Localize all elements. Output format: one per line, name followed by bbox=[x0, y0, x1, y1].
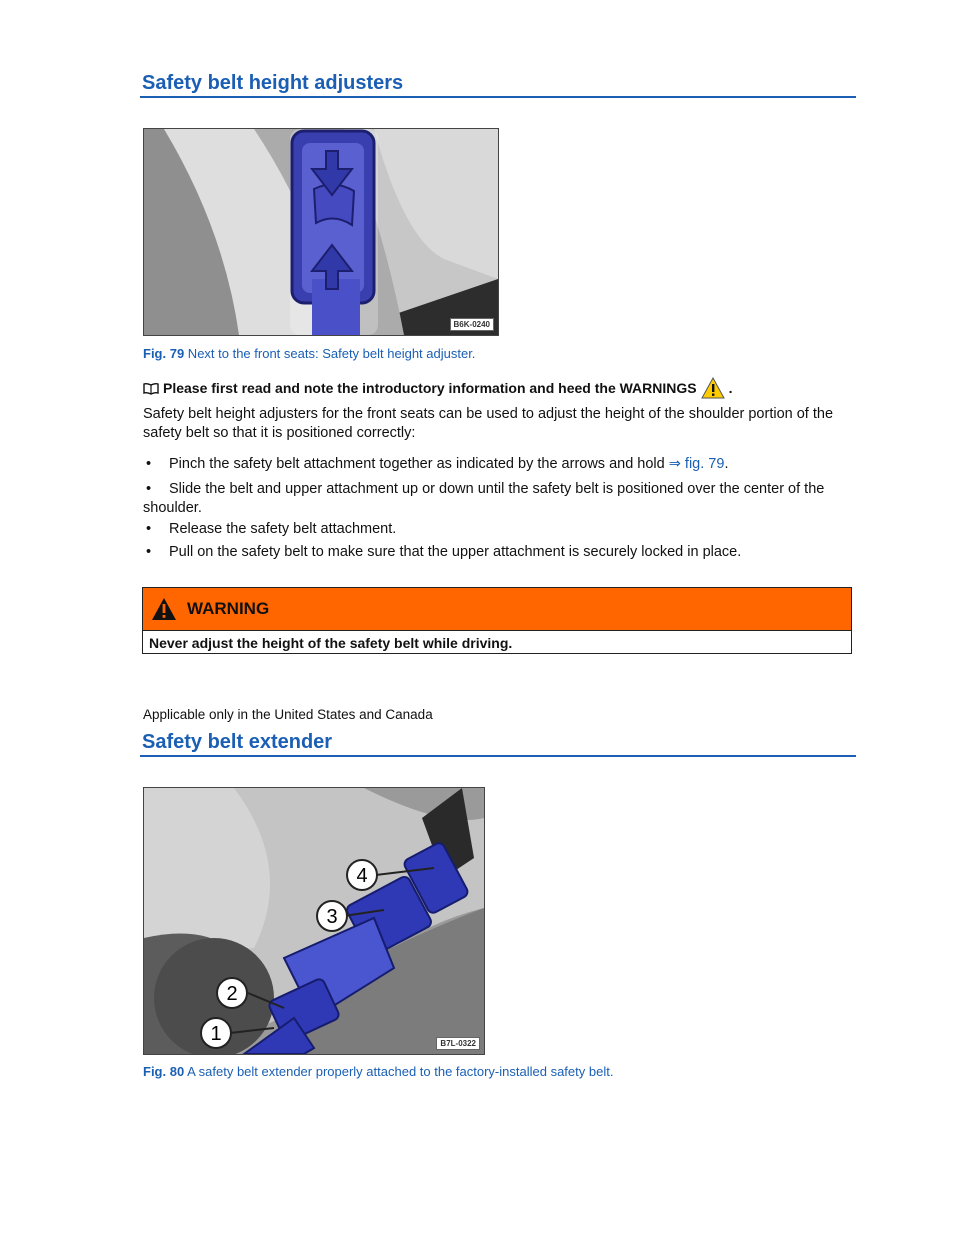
callout-4 bbox=[347, 860, 377, 890]
section-title-height-adjusters: Safety belt height adjusters bbox=[142, 72, 404, 94]
callout-1 bbox=[201, 1018, 231, 1048]
list-item: • Release the safety belt attachment. bbox=[146, 521, 397, 537]
warning-box bbox=[142, 587, 852, 654]
svg-text:2: 2 bbox=[226, 983, 238, 1005]
list-item: • Pinch the safety belt attachment together as indicated by the arrows and hold ⇒ fig. 79. bbox=[146, 456, 729, 472]
figure-80-image bbox=[143, 787, 485, 1055]
warning-triangle-icon bbox=[701, 377, 725, 399]
warning-header bbox=[143, 588, 851, 631]
belt-extender-illustration bbox=[144, 788, 484, 1054]
figure-79-caption: Fig. 79 Next to the front seats: Safety belt height adjuster. bbox=[143, 346, 476, 361]
warning-triangle-icon bbox=[151, 597, 177, 621]
callout-3 bbox=[317, 901, 347, 931]
svg-text:3: 3 bbox=[326, 906, 338, 928]
list-item: • Pull on the safety belt to make sure that the upper attachment is securely locked in place. bbox=[146, 544, 742, 560]
section-title-belt-extender: Safety belt extender bbox=[142, 731, 333, 753]
section-rule bbox=[140, 96, 856, 98]
applicability-note: Applicable only in the United States and Canada bbox=[143, 707, 433, 722]
book-icon bbox=[143, 382, 159, 395]
figure-79-image bbox=[143, 128, 499, 336]
warning-title: WARNING bbox=[187, 599, 270, 618]
figure-id-label: B6K-0240 bbox=[450, 318, 494, 331]
intro-line: Please first read and note the introductory information and heed the WARNINGS . bbox=[143, 377, 733, 399]
callout-2 bbox=[217, 978, 247, 1008]
svg-text:1: 1 bbox=[210, 1023, 222, 1045]
list-item: • Slide the belt and upper attachment up or down until the safety belt is positioned over the center of the shoulder. bbox=[143, 481, 825, 516]
figure-80-caption: Fig. 80 A safety belt extender properly attached to the factory-installed safety belt. bbox=[143, 1064, 614, 1079]
intro-paragraph: Safety belt height adjusters for the front seats can be used to adjust the height of the shoulder portion of the safety belt so that it is positioned correctly: bbox=[143, 406, 834, 441]
belt-adjuster-illustration bbox=[144, 129, 498, 335]
svg-text:4: 4 bbox=[356, 865, 368, 887]
warning-text: Never adjust the height of the safety belt while driving. bbox=[149, 635, 513, 651]
fig-79-link[interactable]: ⇒ fig. 79 bbox=[668, 456, 725, 472]
figure-id-label: B7L-0322 bbox=[436, 1037, 480, 1050]
section-rule bbox=[140, 755, 856, 757]
